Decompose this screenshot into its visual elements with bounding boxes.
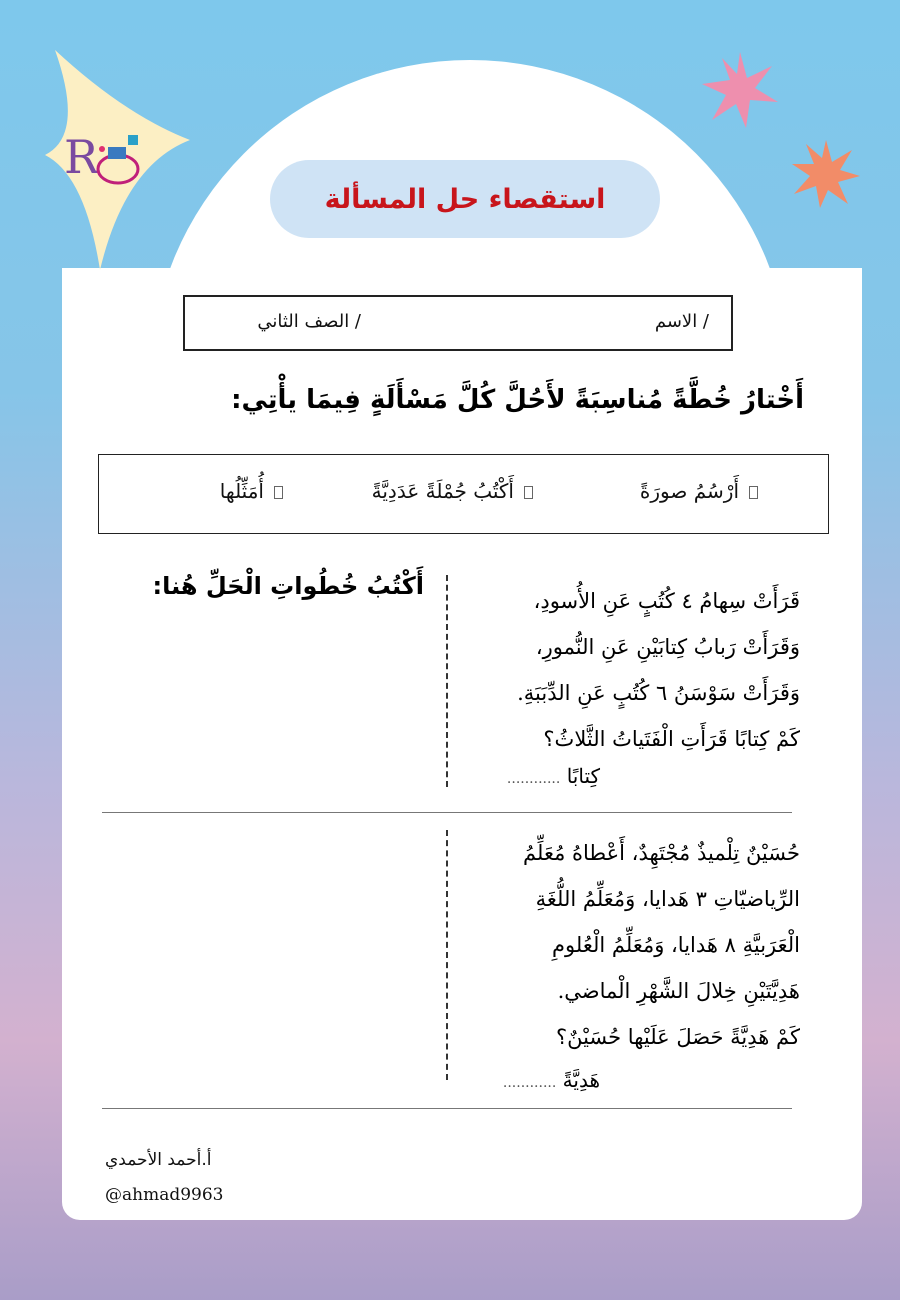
- solution-steps-heading: أَكْتُبُ خُطُواتِ الْحَلِّ هُنا:: [152, 572, 424, 600]
- grade-label: الصف الثاني /: [257, 311, 361, 332]
- option-label: أُمَثِّلُها: [219, 479, 264, 503]
- problem-line: قَرَأَتْ سِهامُ ٤ كُتُبٍ عَنِ الأُسودِ،: [533, 589, 800, 613]
- title-banner: [270, 160, 660, 238]
- strategy-options-box: [98, 454, 829, 534]
- problem-line: وَقَرَأَتْ سَوْسَنُ ٦ كُتُبٍ عَنِ الدِّبَبَةِ.: [517, 681, 800, 705]
- student-info-box: [183, 295, 733, 351]
- answer-blank[interactable]: ............: [502, 1075, 557, 1091]
- author-handle: @ahmad9963: [105, 1185, 224, 1205]
- problem-line: وَقَرَأَتْ رَبابُ كِتابَيْنِ عَنِ النُّمورِ،: [535, 635, 800, 659]
- section-separator: [102, 812, 792, 813]
- problem-question: كَمْ كِتابًا قَرَأَتِ الْفَتَياتُ الثَّلاثُ؟: [543, 727, 800, 751]
- option-write-number-sentence[interactable]: [372, 479, 533, 503]
- author-name: أ.أحمد الأحمدي: [105, 1150, 212, 1170]
- checkbox-icon[interactable]: [524, 486, 533, 499]
- checkbox-icon[interactable]: [274, 486, 283, 499]
- logo-icon: [62, 125, 152, 195]
- problem-2-answer[interactable]: [503, 1068, 600, 1092]
- orange-star-icon: [790, 138, 862, 210]
- option-act-it-out[interactable]: [220, 479, 283, 503]
- problem-1-answer[interactable]: [507, 764, 600, 788]
- problem-line: هَدِيَّتَيْنِ خِلالَ الشَّهْرِ الْماضي.: [557, 979, 800, 1003]
- answer-blank[interactable]: ............: [506, 771, 561, 787]
- option-label: أَرْسُمُ صورَةً: [639, 479, 739, 503]
- answer-unit: هَدِيَّةً: [562, 1068, 600, 1092]
- problem-line: الْعَرَبيَّةِ ٨ هَدايا، وَمُعَلِّمُ الْعُلومِ: [552, 933, 800, 957]
- page-title: استقصاء حل المسألة: [324, 183, 606, 215]
- column-divider: [446, 830, 448, 1080]
- problem-1-text: [460, 578, 800, 762]
- problem-question: كَمْ هَدِيَّةً حَصَلَ عَلَيْها حُسَيْنٌ؟: [555, 1025, 800, 1049]
- name-label: الاسم /: [654, 311, 709, 332]
- problem-line: حُسَيْنٌ تِلْميذٌ مُجْتَهِدٌ، أَعْطاهُ مُعَلِّمُ: [523, 841, 800, 865]
- instruction-heading: أَخْتارُ خُطَّةً مُناسِبَةً لأَحُلَّ كُلَّ مَسْأَلَةٍ فِيمَا يأْتِي:: [231, 385, 804, 415]
- option-draw-picture[interactable]: [640, 479, 758, 503]
- column-divider: [446, 575, 448, 787]
- svg-text:R: R: [64, 130, 99, 184]
- answer-unit: كِتابًا: [566, 764, 600, 788]
- problem-2-text: [460, 830, 800, 1060]
- checkbox-icon[interactable]: [749, 486, 758, 499]
- pink-star-icon: [700, 50, 780, 130]
- problem-line: الرِّياضيّاتِ ٣ هَدايا، وَمُعَلِّمُ اللُّغَةِ: [535, 887, 800, 911]
- option-label: أَكْتُبُ جُمْلَةً عَدَدِيَّةً: [371, 479, 514, 503]
- section-separator: [102, 1108, 792, 1109]
